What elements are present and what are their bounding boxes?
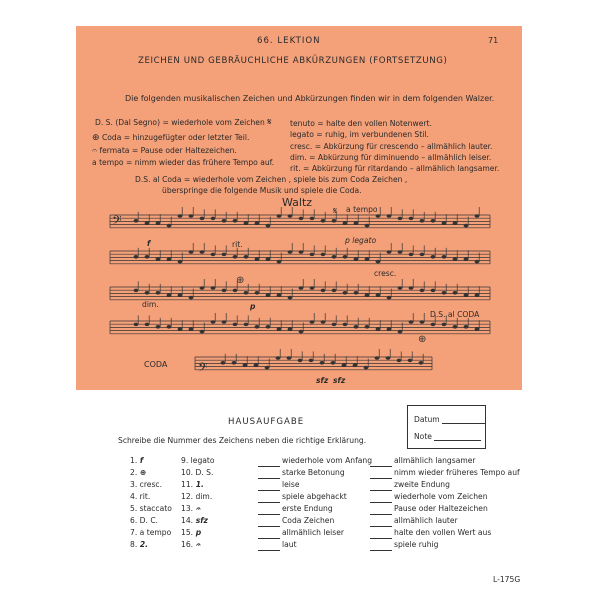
- note-head: [145, 255, 150, 259]
- note-head: [299, 330, 304, 334]
- note-head: [266, 293, 271, 297]
- answer-blank[interactable]: [258, 482, 280, 491]
- note-head: [277, 260, 282, 264]
- note-head: [409, 286, 414, 290]
- sign-symbol: 𝄐: [193, 540, 200, 549]
- answer-item: spiele abgehackt: [258, 491, 372, 503]
- note-head: [255, 325, 260, 329]
- note-head: [365, 325, 370, 329]
- note-head: [365, 257, 370, 261]
- def-coda: ⊕ Coda = hinzugefügter oder letzter Teil.: [92, 133, 250, 143]
- def-fermata: 𝄐 fermata = Pause oder Haltezeichen.: [92, 146, 237, 156]
- note-head: [134, 255, 139, 259]
- note-head: [376, 293, 381, 297]
- note-head: [343, 221, 348, 225]
- note-head: [376, 260, 381, 264]
- note-head: [364, 366, 369, 370]
- note-head: [200, 330, 205, 334]
- note-head: [420, 219, 425, 223]
- note-head: [354, 257, 359, 261]
- note-head: [243, 363, 248, 367]
- homework-instruction: Schreibe die Nummer des Zeichens neben die richtige Erklärung.: [118, 436, 367, 445]
- note-head: [409, 253, 414, 257]
- note-head: [464, 257, 469, 261]
- def-ds-al-coda-2: überspringe die folgende Musik und spiele die Coda.: [162, 186, 362, 195]
- note-head: [321, 289, 326, 293]
- note-head: [244, 291, 249, 295]
- note-head: [156, 221, 161, 225]
- mark-dim: dim.: [142, 300, 159, 309]
- note-head: [309, 359, 314, 363]
- note-head: [211, 286, 216, 290]
- piece-title: Waltz: [282, 196, 313, 209]
- note-head: [145, 323, 150, 327]
- note-head: [442, 291, 447, 295]
- note-head: [453, 257, 458, 261]
- note-head: [265, 366, 270, 370]
- note-head: [453, 325, 458, 329]
- answer-item: allmählich leiser: [258, 527, 372, 539]
- sign-symbol: 2.: [137, 540, 149, 549]
- note-head: [277, 214, 282, 218]
- def-a-tempo: a tempo = nimm wieder das frühere Tempo auf.: [92, 158, 275, 167]
- note-head: [288, 296, 293, 300]
- note-head: [178, 293, 183, 297]
- note-head: [167, 325, 172, 329]
- note-head: [408, 359, 413, 363]
- mark-sfz-1: sfz: [316, 376, 329, 385]
- note-head: [200, 217, 205, 221]
- note-head: [266, 224, 271, 228]
- note-head: [431, 323, 436, 327]
- note-head: [156, 257, 161, 261]
- note-head: [409, 320, 414, 324]
- homework-answers-b: [370, 455, 520, 551]
- datum-label: Datum: [414, 415, 486, 424]
- mark-a-tempo: a tempo: [346, 205, 378, 214]
- sign-symbol: 1.: [193, 480, 204, 489]
- note-head: [376, 327, 381, 331]
- answer-item: Pause oder Haltezeichen: [370, 503, 520, 515]
- note-head: [365, 224, 370, 228]
- answer-blank[interactable]: [370, 506, 392, 515]
- note-head: [233, 323, 238, 327]
- note-head: [332, 255, 337, 259]
- homework-sign-item: 8. 2.: [130, 540, 149, 549]
- homework-sign-item: 12. dim.: [181, 492, 213, 501]
- note-head: [298, 359, 303, 363]
- note-head: [431, 219, 436, 223]
- note-head: [178, 260, 183, 264]
- note-head: [310, 286, 315, 290]
- mark-p: p: [250, 302, 256, 311]
- note-head: [287, 356, 292, 360]
- note-head: [398, 330, 403, 334]
- score-coda-icon: ⊕: [236, 275, 245, 286]
- note-head: [464, 293, 469, 297]
- note-head: [189, 250, 194, 254]
- homework-sign-item: 9. legato: [181, 456, 215, 465]
- note-head: [277, 327, 282, 331]
- note-head: [343, 323, 348, 327]
- note-head: [221, 361, 226, 365]
- note-head: [266, 257, 271, 261]
- fermata-icon: 𝄐: [92, 146, 98, 156]
- lesson-title: 66. LEKTION: [257, 36, 321, 46]
- sign-symbol: p: [193, 528, 202, 537]
- def-legato: legato = ruhig, im verbundenen Stil.: [290, 130, 429, 139]
- homework-sign-item: 3. cresc.: [130, 480, 163, 489]
- def-tenuto: tenuto = halte den vollen Notenwert.: [290, 119, 432, 128]
- note-head: [288, 214, 293, 218]
- homework-answers-a: [258, 455, 372, 551]
- note-head: [453, 221, 458, 225]
- answer-item: starke Betonung: [258, 467, 372, 479]
- note-head: [442, 221, 447, 225]
- sign-symbol: f: [137, 456, 144, 465]
- note-head: [244, 221, 249, 225]
- note-head: [475, 260, 480, 264]
- note-head: [288, 327, 293, 331]
- answer-item: spiele ruhig: [370, 539, 520, 551]
- answer-item: halte den vollen Wert aus: [370, 527, 520, 539]
- note-head: [375, 356, 380, 360]
- def-cresc: cresc. = Abkürzung für crescendo – allmählich lauter.: [290, 142, 493, 151]
- note-head: [232, 361, 237, 365]
- note-head: [420, 253, 425, 257]
- note-head: [419, 361, 424, 365]
- note-head: [398, 250, 403, 254]
- mark-f: f: [147, 239, 151, 248]
- mark-p-legato: p legato: [345, 236, 377, 245]
- note-head: [387, 327, 392, 331]
- note-head: [244, 323, 249, 327]
- note-head: [189, 296, 194, 300]
- note-head: [189, 327, 194, 331]
- homework-sign-item: 2. ⊕: [130, 468, 147, 477]
- answer-item: leise: [258, 479, 372, 491]
- note-head: [354, 221, 359, 225]
- note-head: [211, 217, 216, 221]
- answer-blank[interactable]: [370, 542, 392, 551]
- note-head: [134, 323, 139, 327]
- note-head: [145, 291, 150, 295]
- note-head: [365, 293, 370, 297]
- note-head: [397, 359, 402, 363]
- answer-item: Coda Zeichen: [258, 515, 372, 527]
- answer-blank[interactable]: [258, 530, 280, 539]
- note-head: [255, 291, 260, 295]
- score-coda-icon-2: ⊕: [418, 334, 427, 345]
- note-head: [376, 214, 381, 218]
- note-head: [398, 286, 403, 290]
- note-head: [354, 325, 359, 329]
- note-head: [475, 293, 480, 297]
- mark-sfz-2: sfz: [333, 376, 346, 385]
- note-head: [299, 217, 304, 221]
- note-head: [167, 293, 172, 297]
- intro-text: Die folgenden musikalischen Zeichen und Abkürzungen finden wir in dem folgenden Walzer.: [125, 94, 495, 103]
- mark-cresc: cresc.: [374, 269, 397, 278]
- answer-blank[interactable]: [370, 458, 392, 467]
- note-head: [332, 289, 337, 293]
- def-dal-segno: D. S. (Dal Segno) = wiederhole vom Zeichen 𝄋: [95, 117, 272, 128]
- note-head: [475, 327, 480, 331]
- answer-item: erste Endung: [258, 503, 372, 515]
- homework-signs-col1: [130, 455, 172, 551]
- footer-code: L-175G: [493, 575, 521, 584]
- note-head: [386, 356, 391, 360]
- bass-clef-icon: 𝄢: [112, 213, 122, 231]
- note-head: [442, 323, 447, 327]
- note-head: [332, 323, 337, 327]
- homework-sign-item: 15. p: [181, 528, 202, 537]
- answer-blank[interactable]: [258, 470, 280, 479]
- note-head: [453, 291, 458, 295]
- homework-title: HAUSAUFGABE: [228, 417, 305, 427]
- answer-blank[interactable]: [370, 494, 392, 503]
- note-head: [409, 217, 414, 221]
- answer-blank[interactable]: [370, 518, 392, 527]
- note-head: [420, 320, 425, 324]
- note-head: [321, 320, 326, 324]
- note-label: Note: [414, 432, 481, 441]
- note-head: [310, 320, 315, 324]
- note-head: [167, 257, 172, 261]
- note-head: [233, 255, 238, 259]
- homework-sign-item: 14. sfz: [181, 516, 208, 525]
- answer-item: nimm wieder früheres Tempo auf: [370, 467, 520, 479]
- note-head: [299, 250, 304, 254]
- homework-sign-item: 13. 𝄐: [181, 504, 200, 513]
- mark-ds-al-coda: D.S. al CODA: [430, 310, 480, 319]
- note-head: [255, 257, 260, 261]
- note-head: [431, 289, 436, 293]
- score-segno-icon: 𝄋: [333, 206, 338, 217]
- note-head: [354, 291, 359, 295]
- note-head: [134, 289, 139, 293]
- note-head: [343, 291, 348, 295]
- note-head: [288, 250, 293, 254]
- note-head: [331, 361, 336, 365]
- note-head: [156, 291, 161, 295]
- answer-item: allmählich langsamer: [370, 455, 520, 467]
- note-head: [233, 289, 238, 293]
- note-head: [178, 214, 183, 218]
- answer-blank[interactable]: [258, 458, 280, 467]
- def-dim: dim. = Abkürzung für diminuendo – allmählich leiser.: [290, 153, 492, 162]
- note-head: [310, 217, 315, 221]
- note-head: [178, 327, 183, 331]
- note-head: [255, 221, 260, 225]
- answer-item: zweite Endung: [370, 479, 520, 491]
- homework-sign-item: 7. a tempo: [130, 528, 172, 537]
- note-head: [310, 253, 315, 257]
- note-head: [475, 214, 480, 218]
- answer-item: wiederhole vom Anfang: [258, 455, 372, 467]
- note-head: [464, 224, 469, 228]
- note-head: [387, 296, 392, 300]
- note-head: [299, 286, 304, 290]
- note-head: [442, 255, 447, 259]
- answer-blank[interactable]: [258, 494, 280, 503]
- note-head: [222, 219, 227, 223]
- grade-box: [407, 405, 486, 449]
- mark-coda: CODA: [144, 360, 168, 369]
- note-head: [266, 325, 271, 329]
- answer-blank[interactable]: [258, 518, 280, 527]
- note-head: [342, 363, 347, 367]
- note-head: [189, 214, 194, 218]
- coda-bass-clef-icon: 𝄢: [198, 360, 208, 378]
- note-head: [222, 289, 227, 293]
- note-head: [398, 217, 403, 221]
- note-head: [222, 253, 227, 257]
- note-head: [387, 214, 392, 218]
- note-head: [167, 224, 172, 228]
- mark-rit: rit.: [232, 240, 243, 249]
- sign-symbol: sfz: [193, 516, 208, 525]
- homework-sign-item: 11. 1.: [181, 480, 204, 489]
- note-head: [343, 255, 348, 259]
- note-head: [321, 219, 326, 223]
- answer-blank[interactable]: [370, 482, 392, 491]
- note-head: [277, 293, 282, 297]
- note-head: [254, 363, 259, 367]
- answer-item: laut: [258, 539, 372, 551]
- note-head: [156, 325, 161, 329]
- note-head: [387, 250, 392, 254]
- note-head: [145, 221, 150, 225]
- note-head: [321, 253, 326, 257]
- def-rit: rit. = Abkürzung für ritardando – allmählich langsamer.: [290, 164, 500, 173]
- sign-symbol: 𝄐: [193, 504, 200, 513]
- def-ds-al-coda: D.S. al Coda = wiederhole vom Zeichen , spiele bis zum Coda Zeichen ,: [135, 175, 408, 184]
- answer-blank[interactable]: [258, 506, 280, 515]
- note-head: [464, 325, 469, 329]
- answer-item: wiederhole vom Zeichen: [370, 491, 520, 503]
- homework-signs-col2: [181, 455, 215, 551]
- page-number: 71: [488, 36, 499, 45]
- note-head: [200, 250, 205, 254]
- note-head: [353, 363, 358, 367]
- segno-icon: 𝄋: [267, 117, 272, 128]
- note-head: [134, 219, 139, 223]
- homework-sign-item: 16. 𝄐: [181, 540, 200, 549]
- sign-symbol: ⊕: [137, 468, 147, 477]
- section-subtitle: ZEICHEN UND GEBRÄUCHLICHE ABKÜRZUNGEN (FORTSETZUNG): [138, 56, 448, 66]
- homework-sign-item: 10. D. S.: [181, 468, 214, 477]
- note-head: [332, 219, 337, 223]
- note-head: [211, 320, 216, 324]
- note-head: [200, 286, 205, 290]
- homework-sign-item: 5. staccato: [130, 504, 172, 513]
- coda-icon: ⊕: [92, 133, 100, 143]
- answer-blank[interactable]: [370, 530, 392, 539]
- note-head: [276, 356, 281, 360]
- answer-blank[interactable]: [258, 542, 280, 551]
- answer-blank[interactable]: [370, 470, 392, 479]
- homework-sign-item: 1. f: [130, 456, 144, 465]
- note-head: [420, 289, 425, 293]
- note-head: [244, 255, 249, 259]
- note-head: [431, 255, 436, 259]
- note-head: [320, 361, 325, 365]
- homework-sign-item: 6. D. C.: [130, 516, 159, 525]
- note-head: [233, 219, 238, 223]
- note-head: [211, 253, 216, 257]
- note-head: [222, 320, 227, 324]
- answer-item: allmählich lauter: [370, 515, 520, 527]
- homework-sign-item: 4. rit.: [130, 492, 151, 501]
